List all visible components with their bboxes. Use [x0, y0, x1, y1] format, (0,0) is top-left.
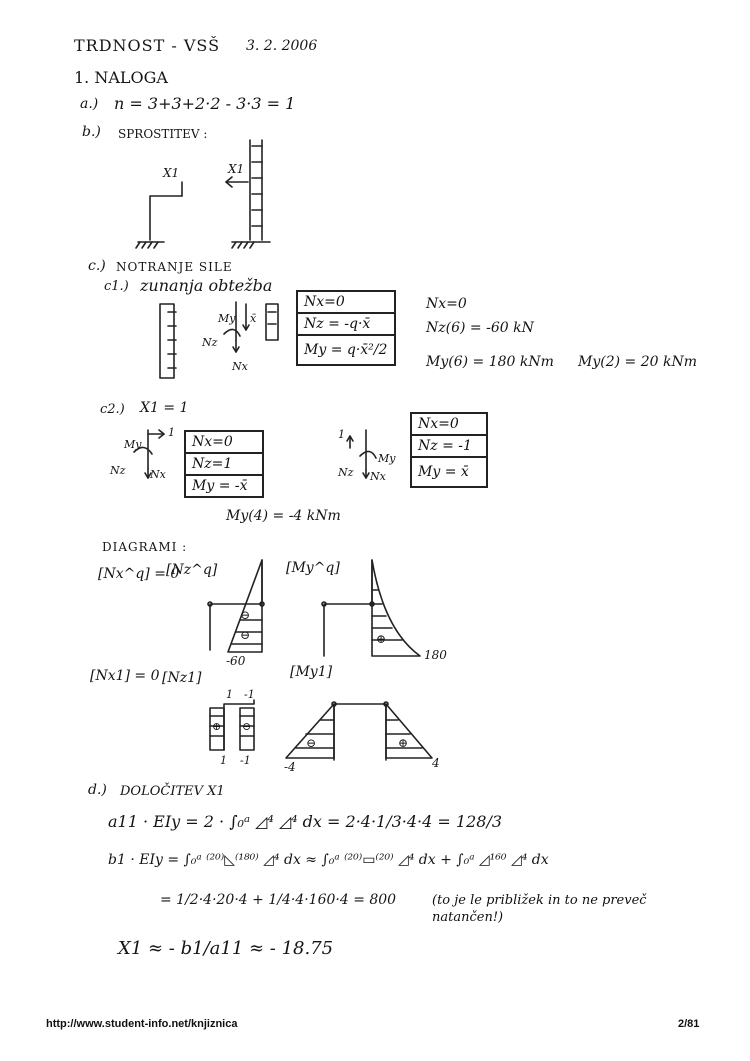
nz-q-sign-1: ⊖ [240, 608, 251, 622]
part-d-label: d.) [88, 782, 107, 798]
my1-right-value: 4 [432, 756, 440, 770]
c2-left-box-nz: Nz=1 [186, 454, 262, 476]
part-b-label: b.) [82, 124, 101, 140]
my-q-value: 180 [424, 648, 447, 662]
nz-q-value: -60 [226, 654, 246, 668]
document-date: 3. 2. 2006 [246, 38, 318, 54]
c2-left-my: My [124, 438, 142, 451]
my1-sign-left: ⊖ [306, 736, 317, 750]
c2-right-my: My [378, 452, 396, 465]
c1-fig-my: My [218, 312, 236, 325]
c2-right-box-nx: Nx=0 [412, 414, 486, 436]
c2-left-nz: Nz [110, 464, 126, 477]
d-equation-result: = 1/2·4·20·4 + 1/4·4·160·4 = 800 [160, 892, 397, 908]
diagram-nx1: [Nx1] = 0 [90, 668, 160, 684]
my1-sign-right: ⊕ [398, 736, 409, 750]
c1-box-nx: Nx=0 [298, 292, 394, 314]
nz1-top-left: 1 [226, 688, 233, 701]
nz1-bottom-left: 1 [220, 754, 227, 767]
footer-url: http://www.student-info.net/knjiznica [46, 1018, 238, 1030]
part-a-label: a.) [80, 96, 99, 112]
c2-left-nx: Nx [150, 468, 166, 481]
document-title: TRDNOST - VSŠ [74, 36, 221, 55]
nz1-sign-right: ⊖ [242, 720, 252, 733]
c1-result-my2: My(2) = 20 kNm [578, 354, 697, 370]
x1-label-left: X1 [163, 166, 180, 180]
part-d-text: DOLOČITEV X1 [120, 784, 225, 799]
task-heading: 1. NALOGA [74, 68, 168, 87]
c2-right-unit: 1 [338, 428, 345, 441]
part-c1-label: c1.) [104, 279, 129, 294]
diagram-myq: [My^q] [286, 560, 340, 576]
c1-fig-xbar: x̄ [250, 312, 257, 325]
part-c2-text: X1 = 1 [140, 400, 189, 416]
footer-page-number: 2/81 [678, 1018, 700, 1030]
c2-result-my4: My(4) = -4 kNm [226, 508, 341, 524]
part-c-text: NOTRANJE SILE [116, 260, 233, 274]
c1-result-my6: My(6) = 180 kNm [426, 354, 554, 370]
my-q-sign: ⊕ [376, 632, 387, 646]
x1-label-right: X1 [228, 162, 245, 176]
diagram-nxq: [Nx^q] = 0 [98, 566, 180, 582]
c2-right-box-nz: Nz = -1 [412, 436, 486, 458]
c1-box-my: My = q·x̄²/2 [304, 342, 388, 358]
c2-right-nz: Nz [338, 466, 354, 479]
c1-box-nz: Nz = -q·x̄ [298, 314, 394, 336]
diagram-my1: [My1] [290, 664, 333, 680]
part-c-label: c.) [88, 258, 106, 274]
c2-left-box-nx: Nx=0 [186, 432, 262, 454]
diagram-nz1: [Nz1] [162, 670, 202, 686]
c1-fig-nx: Nx [232, 360, 248, 373]
c1-fig-nz: Nz [202, 336, 218, 349]
c2-left-unit: 1 [168, 426, 175, 439]
c1-result-nx: Nx=0 [426, 296, 467, 312]
part-c1-text: zunanja obtežba [140, 276, 273, 295]
d-equation-a11: a11 · EIy = 2 · ∫₀ᵃ ◿⁴ ◿⁴ dx = 2·4·1/3·4·4 = 128/3 [108, 812, 503, 831]
d-equation-x1: X1 ≈ - b1/a11 ≈ - 18.75 [118, 938, 334, 959]
c2-right-nx: Nx [370, 470, 386, 483]
d-approximation-note: (to je le približek in to ne preveč natančen!) [432, 893, 647, 925]
diagram-nzq: [Nz^q] [166, 562, 218, 578]
nz-q-sign-2: ⊖ [240, 628, 251, 642]
nz1-sign-left: ⊕ [212, 720, 222, 733]
diagrams-heading: DIAGRAMI : [102, 540, 188, 554]
c1-result-nz6: Nz(6) = -60 kN [426, 320, 534, 336]
part-b-text: SPROSTITEV : [118, 127, 208, 141]
d-equation-b1: b1 · EIy = ∫₀ᵃ ⁽²⁰⁾◺⁽¹⁸⁰⁾ ◿⁴ dx ≈ ∫₀ᵃ ⁽²⁰⁾▭⁽²⁰⁾ ◿⁴ dx + ∫₀ᵃ ◿¹⁶⁰ ◿⁴ dx [108, 852, 549, 868]
nz1-top-right: -1 [244, 688, 255, 701]
part-a-formula: n = 3+3+2·2 - 3·3 = 1 [114, 94, 296, 113]
c2-right-box-my: My = x̄ [418, 464, 469, 480]
part-c2-label: c2.) [100, 402, 125, 417]
my1-left-value: -4 [284, 760, 296, 774]
nz1-bottom-right: -1 [240, 754, 251, 767]
c2-left-box-my: My = -x̄ [192, 478, 248, 494]
